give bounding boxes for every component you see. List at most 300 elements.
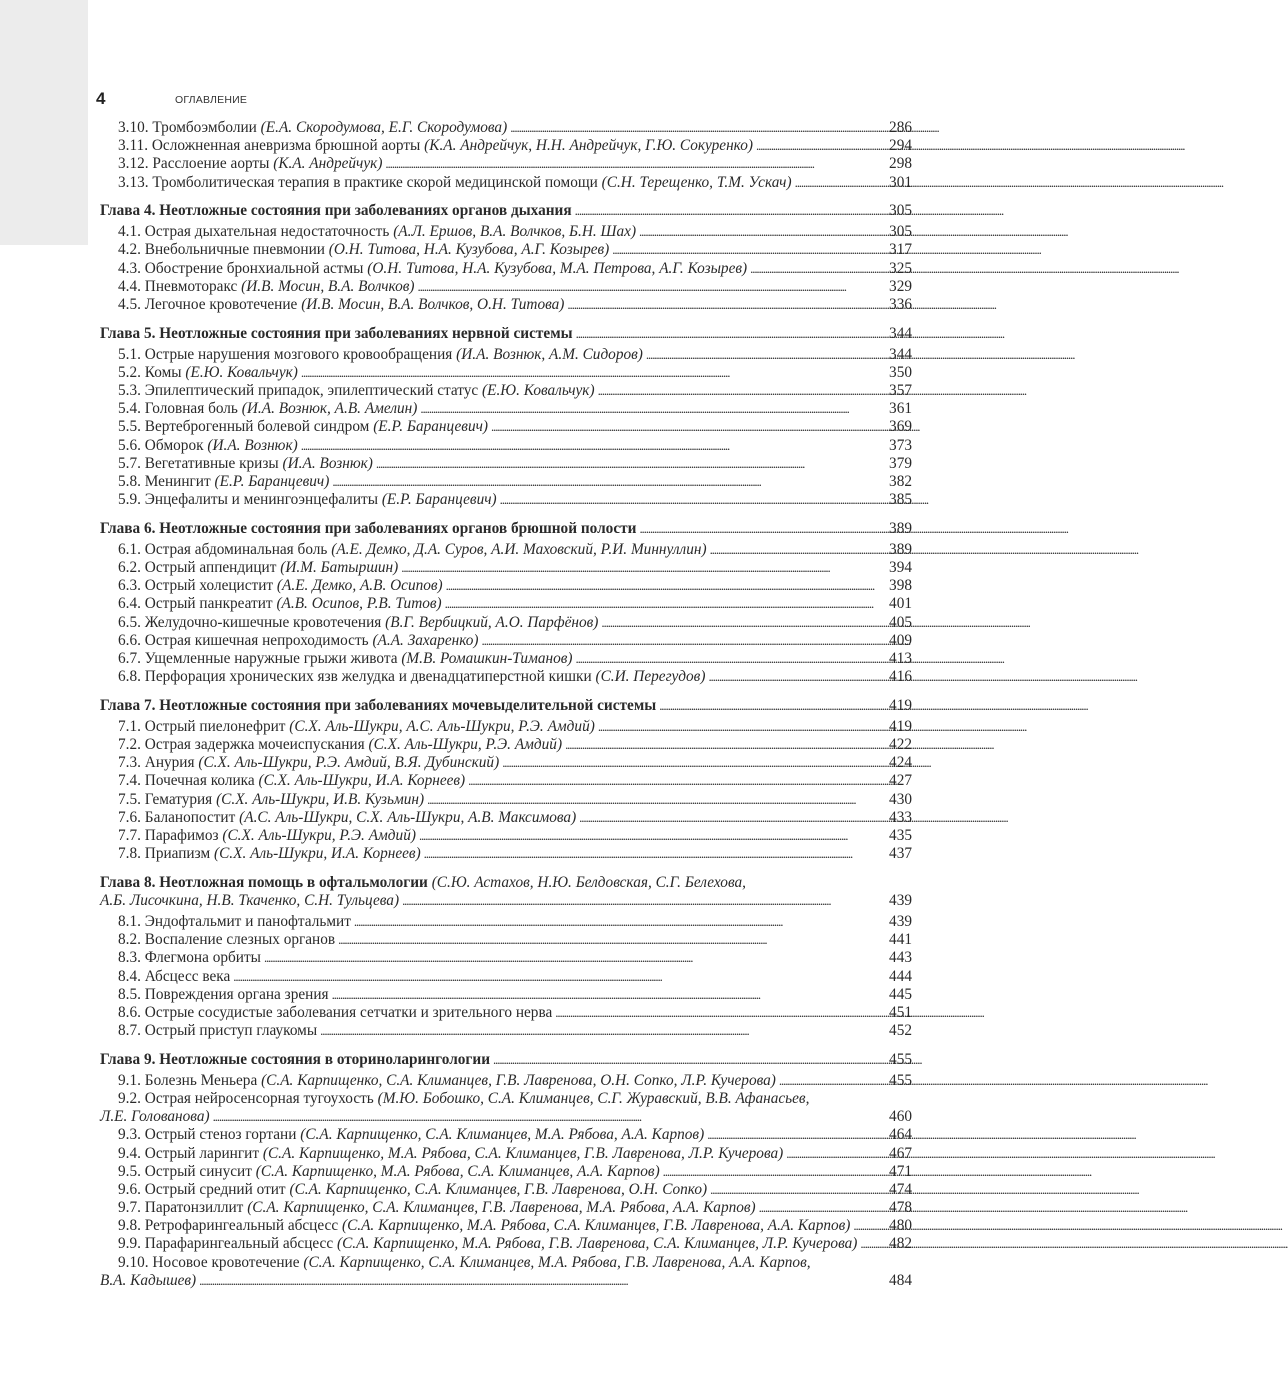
- section-authors: С.А. Карпищенко, М.А. Рябова, С.А. Климанцев, Г.В. Лавренова, А.А. Карпов: [347, 1217, 846, 1235]
- leader-dots: [351, 913, 888, 931]
- leader-dots: [707, 1181, 888, 1199]
- toc-entry[interactable]: 5.9. Энцефалиты и менингоэнцефалиты (Е.Р. Баранцевич) . . . 385: [100, 491, 912, 509]
- section-title: Флегмона орбиты: [144, 949, 261, 967]
- chapter-heading[interactable]: [100, 325, 912, 343]
- leader-dots: [424, 791, 888, 809]
- section-page: 464: [889, 1126, 912, 1144]
- section-page: 301: [889, 173, 912, 191]
- section-title: Внебольничные пневмонии: [144, 241, 325, 259]
- toc-entry[interactable]: 9.3. Острый стеноз гортани (С.А. Карпищенко, С.А. Климанцев, М.А. Рябова, А.А. Карпов) . . . 464: [100, 1126, 912, 1144]
- toc-entry[interactable]: 6.1. Острая абдоминальная боль (А.Е. Демко, Д.А. Суров, А.И. Маховский, Р.И. Миннуллин) . . . 389: [100, 541, 912, 559]
- section-authors-continued: В.А. Кадышев: [100, 1271, 192, 1289]
- page-number: 4: [96, 89, 106, 108]
- leader-dots: [756, 1199, 888, 1217]
- leader-dots: [261, 949, 888, 967]
- section-authors: С.Х. Аль-Шукри, Р.Э. Амдий: [373, 736, 557, 753]
- leader-dots: [792, 174, 888, 192]
- leader-dots: [414, 278, 888, 296]
- section-page: 430: [889, 790, 912, 808]
- chapter-title: Глава 6. Неотложные состояния при заболеваниях органов брюшной полости: [100, 519, 637, 537]
- toc-entry[interactable]: [100, 1004, 912, 1022]
- section-authors: С.А. Карпищенко, С.А. Климанцев, Г.В. Лавренова, О.Н. Сопко: [294, 1180, 703, 1198]
- section-page: 369: [889, 418, 912, 436]
- leader-dots: [398, 559, 888, 577]
- section-page: 460: [889, 1108, 912, 1126]
- chapter-heading-continuation[interactable]: А.Б. Лисочкина, Н.В. Ткаченко, С.Н. Тульцева) . . . 439: [100, 892, 912, 910]
- toc-entry[interactable]: 9.4. Острый ларингит (С.А. Карпищенко, М.А. Рябова, С.А. Климанцев, Г.В. Лавренова, Л.Р. Кучерова) . . . 467: [100, 1145, 912, 1163]
- section-authors: И.М. Батыршин: [285, 559, 394, 577]
- section-page: 443: [889, 949, 912, 967]
- toc-entry[interactable]: 4.1. Острая дыхательная недостаточность (А.Л. Ершов, В.А. Волчков, Б.Н. Шах) . . . 305: [100, 223, 912, 241]
- leader-dots: [783, 1145, 888, 1163]
- toc-entry[interactable]: 5.5. Вертеброгенный болевой синдром (Е.Р. Баранцевич) . . . 369: [100, 418, 912, 436]
- section-authors: И.В. Мосин, В.А. Волчков: [246, 277, 410, 295]
- section-page: 441: [889, 931, 912, 949]
- section-number: 4.4.: [118, 277, 141, 295]
- leader-dots: [562, 736, 888, 754]
- section-title: Пневмоторакс: [144, 277, 238, 295]
- section-page: 385: [889, 491, 912, 509]
- section-number: 8.2.: [118, 931, 141, 949]
- leader-dots: [576, 809, 888, 827]
- leader-dots: [636, 520, 888, 538]
- section-page: 444: [889, 967, 912, 985]
- section-authors: Е.Р. Баранцевич: [378, 418, 483, 436]
- toc-entry[interactable]: [100, 931, 912, 949]
- section-title: Парафимоз: [144, 826, 219, 844]
- section-number: 9.10.: [118, 1253, 149, 1271]
- section-authors: И.А. Вознюк, А.М. Сидоров: [461, 345, 638, 363]
- toc-entry[interactable]: 3.11. Осложненная аневризма брюшной аорты (К.А. Андрейчук, Н.Н. Андрейчук, Г.Ю. Сокуренко) . . . 294: [100, 137, 912, 155]
- section-title: Почечная колика: [144, 772, 255, 790]
- chapter-title: Глава 5. Неотложные состояния при заболеваниях нервной системы: [100, 324, 573, 342]
- leader-dots: [416, 827, 888, 845]
- section-page: 305: [889, 223, 912, 241]
- section-title: Головная боль: [144, 400, 238, 418]
- chapter-page: 439: [889, 892, 912, 909]
- section-title: Острый средний отит: [144, 1180, 286, 1198]
- section-authors: Е.Р. Баранцевич: [386, 491, 492, 509]
- chapter-heading[interactable]: [100, 697, 912, 715]
- section-page: 329: [889, 277, 912, 295]
- section-title: Тромбоэмболии: [152, 119, 257, 136]
- leader-dots: [595, 718, 888, 736]
- section-authors: В.Г. Вербицкий, А.О. Парфёнов: [390, 613, 594, 631]
- chapter-heading[interactable]: [100, 520, 912, 538]
- section-title: Баланопостит: [144, 808, 236, 826]
- toc-entry[interactable]: [100, 986, 912, 1004]
- leader-dots: [753, 137, 888, 155]
- section-title: Повреждения органа зрения: [144, 985, 329, 1003]
- section-number: 7.5.: [118, 790, 141, 808]
- section-title: Острый синусит: [144, 1162, 252, 1180]
- leader-dots: [399, 892, 888, 910]
- section-title: Острая кишечная непроходимость: [144, 631, 369, 649]
- section-page: 389: [889, 540, 912, 558]
- chapter-title: Глава 4. Неотложные состояния при заболеваниях органов дыхания: [100, 202, 572, 220]
- chapter-title: Глава 9. Неотложные состояния в оториноларингологии: [100, 1050, 491, 1068]
- section-page: 336: [889, 295, 912, 313]
- section-title: Парафарингеальный абсцесс: [144, 1235, 334, 1253]
- leader-dots: [230, 968, 888, 986]
- section-authors: С.А. Карпищенко, С.А. Климанцев, М.А. Рябова, Г.В. Лавренова, А.А. Карпов,: [308, 1253, 811, 1271]
- section-title: Острые нарушения мозгового кровообращения: [144, 345, 453, 363]
- section-page: 424: [889, 754, 912, 772]
- section-page: 405: [889, 613, 912, 631]
- toc-entry[interactable]: 4.2. Внебольничные пневмонии (О.Н. Титова, Н.А. Кузубова, А.Г. Козырев) . . . 317: [100, 241, 912, 259]
- section-authors: С.Н. Терещенко, Т.М. Ускач: [606, 173, 787, 191]
- section-title: Тромболитическая терапия в практике скорой медицинской помощи: [152, 173, 598, 191]
- section-page: 298: [889, 155, 912, 173]
- section-title: Эндофтальмит и панофтальмит: [144, 912, 351, 930]
- leader-dots: [747, 260, 888, 278]
- leader-dots: [595, 382, 888, 400]
- section-title: Острая задержка мочеиспускания: [144, 736, 365, 753]
- section-page: 394: [889, 559, 912, 577]
- section-authors: С.Х. Аль-Шукри, Р.Э. Амдий: [227, 826, 411, 844]
- section-number: 7.1.: [118, 717, 141, 735]
- section-authors: О.Н. Титова, Н.А. Кузубова, А.Г. Козырев: [333, 241, 605, 259]
- table-of-contents: [100, 119, 912, 1290]
- section-number: 6.2.: [118, 559, 141, 577]
- section-title: Анурия: [144, 754, 195, 772]
- section-number: 8.3.: [118, 949, 141, 967]
- toc-entry[interactable]: 9.7. Паратонзиллит (С.А. Карпищенко, С.А. Климанцев, Г.В. Лавренова, М.А. Рябова, А.А. Карпов) . . . 478: [100, 1199, 912, 1217]
- section-number: 5.3.: [118, 382, 141, 400]
- leader-dots: [373, 455, 888, 473]
- section-number: 8.4.: [118, 967, 141, 985]
- section-page: 379: [889, 454, 912, 472]
- section-number: 6.7.: [118, 649, 141, 667]
- section-number: 4.2.: [118, 241, 141, 259]
- section-number: 7.7.: [118, 826, 141, 844]
- leader-dots: [660, 1163, 888, 1181]
- section-page: 478: [889, 1199, 912, 1217]
- chapter-authors: (С.Ю. Астахов, Н.Ю. Белдовская, С.Г. Белехова,: [431, 873, 746, 891]
- leader-dots: [335, 931, 888, 949]
- leader-dots: [329, 473, 888, 491]
- section-title: Вегетативные кризы: [144, 454, 279, 472]
- section-number: 3.10.: [118, 119, 149, 136]
- section-title: Острая дыхательная недостаточность: [144, 223, 390, 241]
- section-authors: С.А. Карпищенко, М.А. Рябова, Г.В. Лавренова, С.А. Климанцев, Л.Р. Кучерова: [342, 1235, 853, 1253]
- leader-dots: [298, 364, 888, 382]
- leader-dots: [443, 577, 888, 595]
- section-number: 9.4.: [118, 1144, 141, 1162]
- section-number: 9.3.: [118, 1126, 141, 1144]
- section-page: 325: [889, 259, 912, 277]
- section-title: Вертеброгенный болевой синдром: [144, 418, 370, 436]
- section-page: 482: [889, 1235, 912, 1253]
- leader-dots: [442, 595, 888, 613]
- section-number: 6.4.: [118, 595, 141, 613]
- leader-dots: [636, 223, 888, 241]
- toc-entry[interactable]: 4.4. Пневмоторакс (И.В. Мосин, В.А. Волчков) . . . 329: [100, 278, 912, 296]
- section-authors: А.С. Аль-Шукри, С.Х. Аль-Шукри, А.В. Максимова: [244, 808, 572, 826]
- chapter-page: 419: [889, 696, 912, 714]
- section-number: 5.6.: [118, 436, 141, 454]
- section-authors: С.Х. Аль-Шукри, Р.Э. Амдий, В.Я. Дубинский: [203, 754, 495, 772]
- leader-dots: [210, 1108, 888, 1126]
- section-authors: Е.Р. Баранцевич: [219, 472, 325, 490]
- section-title: Острый панкреатит: [144, 595, 273, 613]
- section-title: Острая нейросенсорная тугоухость: [144, 1089, 374, 1107]
- section-page: 474: [889, 1180, 912, 1198]
- toc-entry[interactable]: 9.9. Парафарингеальный абсцесс (С.А. Карпищенко, М.А. Рябова, Г.В. Лавренова, С.А. Климанцев, Л.Р. Кучерова) . . . 482: [100, 1235, 912, 1253]
- toc-entry[interactable]: 7.4. Почечная колика (С.Х. Аль-Шукри, И.А. Корнеев) . . . 427: [100, 772, 912, 790]
- leader-dots: [776, 1072, 888, 1090]
- leader-dots: [488, 418, 888, 436]
- running-head: ОГЛАВЛЕНИЕ: [175, 94, 248, 106]
- toc-entry[interactable]: [100, 949, 912, 967]
- section-number: 3.12.: [118, 155, 149, 173]
- section-title: Энцефалиты и менингоэнцефалиты: [144, 491, 378, 509]
- section-authors: А.Л. Ершов, В.А. Волчков, Б.Н. Шах: [398, 223, 631, 241]
- chapter-heading[interactable]: [100, 202, 912, 220]
- section-page: 480: [889, 1217, 912, 1235]
- leader-dots: [552, 1004, 888, 1022]
- section-title: Осложненная аневризма брюшной аорты: [151, 137, 421, 155]
- leader-dots: [499, 754, 888, 772]
- leader-dots: [850, 1217, 888, 1235]
- leader-dots: [609, 241, 888, 259]
- toc-entry[interactable]: 4.3. Обострение бронхиальной астмы (О.Н. Титова, Н.А. Кузубова, М.А. Петрова, А.Г. Козырев) . . . 325: [100, 260, 912, 278]
- toc-entry[interactable]: 9.8. Ретрофарингеальный абсцесс (С.А. Карпищенко, М.А. Рябова, С.А. Климанцев, Г.В. Лавренова, А.А. Карпов) . . . 480: [100, 1217, 912, 1235]
- section-number: 3.11.: [118, 137, 149, 155]
- toc-entry[interactable]: 9.2. Острая нейросенсорная тугоухость (М.Ю. Бобошко, С.А. Климанцев, С.Г. Журавский, В.В. Афанасьев,: [118, 1089, 810, 1107]
- section-number: 9.2.: [118, 1089, 141, 1107]
- section-title: Менингит: [144, 472, 211, 490]
- leader-dots: [643, 346, 888, 364]
- toc-entry[interactable]: 3.10. Тромбоэмболии (Е.А. Скородумова, Е.Г. Скородумова) . . . 286: [100, 119, 912, 137]
- toc-entry[interactable]: 4.5. Легочное кровотечение (И.В. Мосин, В.А. Волчков, О.Н. Титова) . . . 336: [100, 296, 912, 314]
- leader-dots: [572, 650, 888, 668]
- section-number: 7.8.: [118, 845, 141, 863]
- section-number: 9.9.: [118, 1235, 141, 1253]
- section-number: 6.5.: [118, 613, 141, 631]
- section-number: 5.2.: [118, 363, 141, 381]
- leader-dots: [705, 668, 888, 686]
- section-title: Острая абдоминальная боль: [144, 540, 328, 558]
- toc-entry[interactable]: 5.6. Обморок (И.А. Вознюк) . . . 373: [100, 437, 912, 455]
- section-page: 471: [889, 1162, 912, 1180]
- toc-entry[interactable]: 6.6. Острая кишечная непроходимость (А.А. Захаренко) . . . 409: [100, 632, 912, 650]
- toc-entry[interactable]: 9.5. Острый синусит (С.А. Карпищенко, М.А. Рябова, С.А. Климанцев, А.А. Карпов) . . . 471: [100, 1163, 912, 1181]
- leader-dots: [707, 541, 888, 559]
- leader-dots: [656, 697, 888, 715]
- leader-dots: [465, 772, 888, 790]
- toc-entry[interactable]: 7.2. Острая задержка мочеиспускания (С.Х. Аль-Шукри, Р.Э. Амдий) . . . 422: [100, 736, 912, 754]
- section-authors: Е.Ю. Ковальчук: [190, 363, 293, 381]
- toc-entry[interactable]: 7.7. Парафимоз (С.Х. Аль-Шукри, Р.Э. Амдий) . . . 435: [100, 827, 912, 845]
- chapter-page: 455: [889, 1050, 912, 1068]
- section-page: 427: [889, 772, 912, 790]
- section-authors: С.А. Карпищенко, М.А. Рябова, С.А. Климанцев, Г.В. Лавренова, Л.Р. Кучерова: [267, 1144, 779, 1162]
- section-page: 357: [889, 382, 912, 400]
- toc-entry[interactable]: 5.8. Менингит (Е.Р. Баранцевич) . . . 382: [100, 473, 912, 491]
- section-number: 7.4.: [118, 772, 141, 790]
- toc-entry[interactable]: [100, 913, 912, 931]
- leader-dots: [417, 400, 888, 418]
- section-authors: И.А. Вознюк, А.В. Амелин: [246, 400, 413, 418]
- section-number: 6.8.: [118, 668, 141, 686]
- chapter-page: 389: [889, 519, 912, 537]
- section-number: 5.5.: [118, 418, 141, 436]
- section-authors: С.А. Карпищенко, М.А. Рябова, С.А. Климанцев, А.А. Карпов: [260, 1162, 655, 1180]
- section-number: 9.7.: [118, 1199, 141, 1217]
- section-number: 6.3.: [118, 577, 141, 595]
- toc-entry[interactable]: 5.4. Головная боль (И.А. Вознюк, А.В. Амелин) . . . 361: [100, 400, 912, 418]
- section-number: 7.3.: [118, 754, 141, 772]
- section-authors: А.Е. Демко, А.В. Осипов: [282, 577, 438, 595]
- section-page: 409: [889, 631, 912, 649]
- toc-entry[interactable]: 6.7. Ущемленные наружные грыжи живота (М.В. Ромашкин-Тиманов) . . . 413: [100, 650, 912, 668]
- section-title: Острый стеноз гортани: [144, 1126, 297, 1144]
- section-number: 9.6.: [118, 1180, 141, 1198]
- section-page: 435: [889, 826, 912, 844]
- section-number: 5.7.: [118, 454, 141, 472]
- toc-entry[interactable]: 5.7. Вегетативные кризы (И.А. Вознюк) . . . 379: [100, 455, 912, 473]
- section-authors: Е.А. Скородумова, Е.Г. Скородумова: [265, 119, 503, 136]
- section-number: 5.9.: [118, 491, 141, 509]
- chapter-page: 305: [889, 202, 912, 220]
- section-number: 8.1.: [118, 912, 141, 930]
- section-title: Обострение бронхиальной астмы: [144, 259, 364, 277]
- section-title: Комы: [144, 363, 182, 381]
- leader-dots: [572, 202, 888, 220]
- section-page: 398: [889, 577, 912, 595]
- toc-entry[interactable]: 5.1. Острые нарушения мозгового кровообращения (И.А. Вознюк, А.М. Сидоров) . . . 344: [100, 346, 912, 364]
- section-authors: С.Х. Аль-Шукри, И.В. Кузьмин: [221, 790, 419, 808]
- section-authors: Е.Ю. Ковальчук: [487, 382, 590, 400]
- section-number: 5.1.: [118, 345, 141, 363]
- leader-dots: [421, 845, 888, 863]
- chapter-heading[interactable]: [100, 874, 912, 892]
- section-number: 8.7.: [118, 1022, 141, 1040]
- leader-dots: [298, 437, 888, 455]
- section-page: 373: [889, 436, 912, 454]
- toc-entry[interactable]: 6.8. Перфорация хронических язв желудка и двенадцатиперстной кишки (С.И. Перегудов) . . . 416: [100, 668, 912, 686]
- section-title: Эпилептический припадок, эпилептический статус: [144, 382, 479, 400]
- toc-entry[interactable]: 6.3. Острый холецистит (А.Е. Демко, А.В. Осипов) . . . 398: [100, 577, 912, 595]
- page-edge-band: [0, 0, 88, 245]
- section-page: 317: [889, 241, 912, 259]
- section-authors: М.В. Ромашкин-Тиманов: [406, 649, 568, 667]
- leader-dots: [507, 119, 888, 137]
- section-title: Гематурия: [144, 790, 213, 808]
- leader-dots: [479, 632, 889, 650]
- toc-entry-continuation[interactable]: В.А. Кадышев) . . . 484: [100, 1272, 912, 1290]
- toc-entry[interactable]: 9.6. Острый средний отит (С.А. Карпищенко, С.А. Климанцев, Г.В. Лавренова, О.Н. Сопко) . . . 474: [100, 1181, 912, 1199]
- section-title: Абсцесс века: [144, 967, 231, 985]
- toc-entry[interactable]: 5.2. Комы (Е.Ю. Ковальчук) . . . 350: [100, 364, 912, 382]
- section-number: 8.6.: [118, 1003, 141, 1021]
- leader-dots: [196, 1272, 888, 1290]
- section-page: 413: [889, 649, 912, 667]
- section-authors: К.А. Андрейчук: [278, 155, 378, 173]
- section-page: 452: [889, 1022, 912, 1040]
- section-page: 437: [889, 845, 912, 863]
- section-title: Ущемленные наружные грыжи живота: [144, 649, 398, 667]
- toc-entry[interactable]: 7.3. Анурия (С.Х. Аль-Шукри, Р.Э. Амдий, В.Я. Дубинский) . . . 424: [100, 754, 912, 772]
- section-title: Острый ларингит: [144, 1144, 260, 1162]
- section-number: 7.6.: [118, 808, 141, 826]
- section-page: 416: [889, 668, 912, 686]
- section-authors: С.Х. Аль-Шукри, И.А. Корнеев: [263, 772, 461, 790]
- section-title: Острый холецистит: [144, 577, 274, 595]
- section-title: Легочное кровотечение: [144, 295, 298, 313]
- toc-entry[interactable]: 7.6. Баланопостит (А.С. Аль-Шукри, С.Х. Аль-Шукри, А.В. Максимова) . . . 433: [100, 809, 912, 827]
- section-number: 4.3.: [118, 259, 141, 277]
- section-number: 3.13.: [118, 173, 149, 191]
- toc-entry[interactable]: 6.2. Острый аппендицит (И.М. Батыршин) . . . 394: [100, 559, 912, 577]
- toc-entry[interactable]: [100, 968, 912, 986]
- toc-entry[interactable]: 5.3. Эпилептический припадок, эпилептический статус (Е.Ю. Ковальчук) . . . 357: [100, 382, 912, 400]
- section-title: Расслоение аорты: [152, 155, 270, 173]
- leader-dots: [564, 296, 888, 314]
- section-page: 350: [889, 363, 912, 381]
- section-authors: А.Е. Демко, Д.А. Суров, А.И. Маховский, Р.И. Миннуллин: [336, 540, 702, 558]
- section-number: 8.5.: [118, 985, 141, 1003]
- section-number: 9.5.: [118, 1162, 141, 1180]
- toc-entry[interactable]: 6.5. Желудочно-кишечные кровотечения (В.Г. Вербицкий, А.О. Парфёнов) . . . 405: [100, 614, 912, 632]
- chapter-heading[interactable]: [100, 1051, 912, 1069]
- chapter-authors-text: С.Ю. Астахов, Н.Ю. Белдовская, С.Г. Белехова,: [436, 873, 746, 891]
- section-page: 451: [889, 1003, 912, 1021]
- toc-entry[interactable]: 9.1. Болезнь Меньера (С.А. Карпищенко, С.А. Климанцев, Г.В. Лавренова, О.Н. Сопко, Л.Р. Кучерова) . . . 455: [100, 1072, 912, 1090]
- section-page: 433: [889, 808, 912, 826]
- section-page: 467: [889, 1144, 912, 1162]
- toc-entry-continuation[interactable]: Л.Е. Голованова) . . . 460: [100, 1108, 912, 1126]
- toc-entry[interactable]: 3.13. Тромболитическая терапия в практике скорой медицинской помощи (С.Н. Терещенко, Т.М. Ускач) . . . 301: [100, 174, 912, 192]
- chapter-page: 344: [889, 324, 912, 342]
- leader-dots: [490, 1051, 888, 1069]
- section-page: 344: [889, 345, 912, 363]
- section-title: Болезнь Меньера: [144, 1071, 258, 1089]
- section-number: 5.4.: [118, 400, 141, 418]
- section-page: 401: [889, 595, 912, 613]
- section-page: 286: [889, 119, 912, 136]
- toc-entry[interactable]: 7.1. Острый пиелонефрит (С.Х. Аль-Шукри, А.С. Аль-Шукри, Р.Э. Амдий) . . . 419: [100, 718, 912, 736]
- chapter-title: Глава 7. Неотложные состояния при заболеваниях мочевыделительной системы: [100, 696, 657, 714]
- section-title: Острые сосудистые заболевания сетчатки и зрительного нерва: [144, 1003, 553, 1021]
- toc-entry[interactable]: 9.10. Носовое кровотечение (С.А. Карпищенко, С.А. Климанцев, М.А. Рябова, Г.В. Лавренова, А.А. Карпов,: [118, 1253, 811, 1271]
- section-authors: О.Н. Титова, Н.А. Кузубова, М.А. Петрова, А.Г. Козырев: [372, 259, 743, 277]
- toc-entry[interactable]: 6.4. Острый панкреатит (А.В. Осипов, Р.В. Титов) . . . 401: [100, 595, 912, 613]
- toc-entry[interactable]: 7.8. Приапизм (С.Х. Аль-Шукри, И.А. Корнеев) . . . 437: [100, 845, 912, 863]
- section-authors: А.А. Захаренко: [377, 631, 474, 649]
- leader-dots: [329, 986, 888, 1004]
- section-authors: С.Х. Аль-Шукри, А.С. Аль-Шукри, Р.Э. Амдий: [294, 717, 590, 735]
- toc-entry[interactable]: [100, 1022, 912, 1040]
- section-authors: И.В. Мосин, В.А. Волчков, О.Н. Титова: [306, 295, 560, 313]
- leader-dots: [573, 325, 888, 343]
- toc-entry[interactable]: 3.12. Расслоение аорты (К.А. Андрейчук) . . . 298: [100, 155, 912, 173]
- leader-dots: [704, 1126, 888, 1144]
- section-authors: С.И. Перегудов: [600, 668, 701, 686]
- leader-dots: [317, 1022, 888, 1040]
- section-number: 9.8.: [118, 1217, 141, 1235]
- toc-entry[interactable]: 7.5. Гематурия (С.Х. Аль-Шукри, И.В. Кузьмин) . . . 430: [100, 791, 912, 809]
- section-page: 422: [889, 736, 912, 753]
- section-authors: С.А. Карпищенко, С.А. Климанцев, М.А. Рябова, А.А. Карпов: [305, 1126, 700, 1144]
- leader-dots: [598, 614, 888, 632]
- section-number: 6.6.: [118, 631, 141, 649]
- section-number: 6.1.: [118, 540, 141, 558]
- section-title: Паратонзиллит: [144, 1199, 244, 1217]
- section-number: 7.2.: [118, 736, 141, 753]
- section-title: Острый приступ глаукомы: [144, 1022, 318, 1040]
